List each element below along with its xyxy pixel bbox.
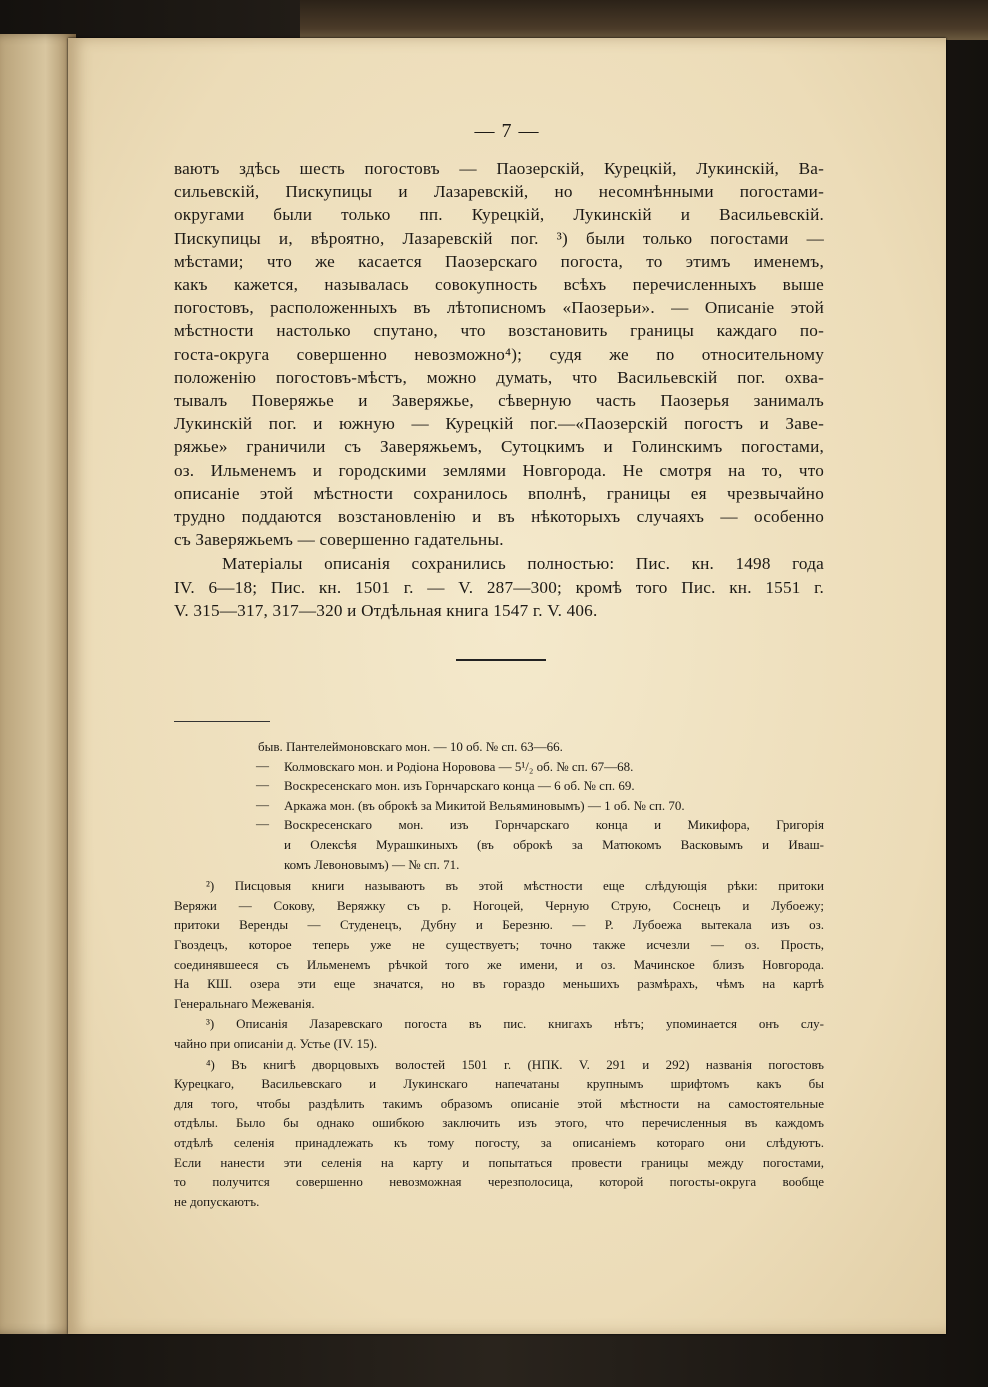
footnote-line: соединявшееся съ Ильменемъ рѣчкой того же имени, и оз. Мачинское близъ Новгорода. — [174, 956, 824, 972]
footnote-line: для того, чтобы раздѣлить такимъ образомъ описаніе этой мѣстности на самостоятельные — [174, 1095, 824, 1111]
footnote-line: ⁴) Въ книгѣ дворцовыхъ волостей 1501 г. (НПК. V. 291 и 292) названія погостовъ — [206, 1056, 824, 1072]
body-line: описаніе этой мѣстности сохранилось вполнѣ, границы ея чрезвычайно — [174, 483, 824, 503]
body-line: V. 315—317, 317—320 и Отдѣльная книга 1547 г. V. 406. — [174, 600, 598, 620]
body-line: оз. Ильменемъ и городскими землями Новгорода. Не смотря на то, что — [174, 460, 824, 480]
body-line: ваютъ здѣсь шесть погостовъ — Паозерскій, Курецкій, Лукинскій, Ва- — [174, 159, 824, 178]
footnote-line: ³) Описанія Лазаревскаго погоста въ пис. книгахъ нѣтъ; упоминается онъ слу- — [206, 1016, 824, 1032]
footnote-line: то получится совершенно невозможная черезполосица, которой погосты-округа вообще — [174, 1174, 824, 1190]
body-line: округами были только пп. Курецкій, Лукинскій и Васильевскій. — [174, 205, 824, 225]
footnote-line: Курецкаго, Васильевскаго и Лукинскаго напечатаны крупнымъ шрифтомъ какъ бы — [174, 1076, 824, 1092]
book-cover-edge — [300, 0, 988, 40]
footnote-line: Веряжи — Сокову, Веряжку съ р. Ногоцей, Черную Струю, Соснецъ и Лубоежу; — [174, 897, 824, 913]
body-line: погостовъ, расположенныхъ въ лѣтописномъ «Паозерьи». — Описаніе этой — [174, 298, 824, 318]
book-page — [68, 38, 946, 1334]
body-line: госта-округа совершенно невозможно⁴); судя же по относительному — [174, 344, 824, 364]
left-page-edge — [0, 34, 76, 1334]
body-line: мѣстности настолько спутано, что возстановить границы каждаго по- — [174, 321, 824, 341]
footnote-list-item: Воскресенскаго мон. изъ Горнчарскаго конца и Микифора, Григорія — [284, 817, 824, 833]
list-dash: — — [256, 757, 269, 773]
footnote-list-item: и Олексѣя Мурашкиныхъ (въ оброкѣ за Матюкомъ Васковымъ и Ивaш- — [284, 837, 824, 852]
body-line: трудно поддаются возстановленію и въ нѣкоторыхъ случаяхъ — особенно — [174, 507, 824, 526]
footnote-line: отдѣлѣ селенія принадлежать къ тому погосту, за описаніемъ котораго они слѣдуютъ. — [174, 1135, 824, 1150]
body-line: Матеріалы описанія сохранились полностью: Пис. кн. 1498 года — [222, 554, 824, 574]
footnote-line: чайно при описаніи д. Устье (IV. 15). — [174, 1036, 378, 1051]
body-line: Лукинскій пог. и южную — Курецкій пог.—«Паозерскій погостъ и Заве- — [174, 414, 824, 434]
body-line: IV. 6—18; Пис. кн. 1501 г. — V. 287—300; кромѣ того Пис. кн. 1551 г. — [174, 577, 824, 597]
section-divider — [456, 659, 546, 661]
footnote-line: ²) Писцовыя книги называютъ въ этой мѣстности еще слѣдующія рѣки: притоки — [206, 878, 824, 894]
body-line: тывалъ Поверяжье и Заверяжье, сѣверную часть Паозерья занималъ — [174, 391, 824, 410]
footnote-list-item: Воскресенскаго мон. изъ Горнчарскаго конца — 6 об. № сп. 69. — [284, 778, 635, 794]
body-line: положенію погостовъ-мѣстъ, можно думать, что Васильевскій пог. охва- — [174, 367, 824, 387]
footnote-separator — [174, 721, 270, 722]
body-line: сильевскій, Пискупицы и Лазаревскій, но несомнѣнными погостами- — [174, 182, 824, 202]
footnote-line: не допускаютъ. — [174, 1193, 260, 1209]
body-line: мѣстами; что же касается Паозерскаго погоста, то этимъ именемъ, — [174, 251, 824, 271]
footnote-list-item: Аркажа мон. (въ оброкѣ за Микитой Вельяминовымъ) — 1 об. № сп. 70. — [284, 797, 685, 813]
footnote-line: отдѣлы. Было бы однако ошибкою заключить изъ этого, что перечисленныя въ каждомъ — [174, 1115, 824, 1131]
list-dash: — — [256, 777, 269, 793]
list-dash: — — [256, 816, 269, 832]
list-dash: — — [256, 796, 269, 812]
body-line: съ Заверяжьемъ — совершенно гадательны. — [174, 530, 504, 550]
body-line: Пискупицы и, вѣроятно, Лазаревскій пог. ³) были только погостами — — [174, 228, 824, 248]
body-line: ряжье» граничили съ Заверяжьемъ, Сутоцкимъ и Голинскимъ погостами, — [174, 437, 824, 457]
footnote-line: Генеральнаго Межеванія. — [174, 995, 315, 1011]
body-line: какъ кажется, называлась совокупность всѣхъ перечисленныхъ выше — [174, 275, 824, 294]
footnote-line: На КШ. озера эти еще значатся, но въ гораздо меньшихъ размѣрахъ, чѣмъ на картѣ — [174, 976, 824, 992]
footnote-line: Если нанести эти селенія на карту и попытаться провести границы между погостами, — [174, 1154, 824, 1170]
footnote-list-item: комъ Левоновымъ) — № сп. 71. — [284, 856, 460, 872]
page-number: — 7 — — [474, 120, 540, 142]
footnote-list-item: быв. Пантелеймоновскаго мон. — 10 об. № сп. 63—66. — [258, 739, 563, 754]
footnote-list-item: Колмовскаго мон. и Родіона Норовова — 5¹/₂ об. № сп. 67—68. — [284, 758, 634, 774]
footnote-line: Гвоздецъ, которое теперь уже не существуетъ; точно также исчезли — оз. Прость, — [174, 937, 824, 952]
footnote-line: притоки Веренды — Студенецъ, Дубну и Березню. — Р. Лубоежа вытекала изъ оз. — [174, 917, 824, 933]
